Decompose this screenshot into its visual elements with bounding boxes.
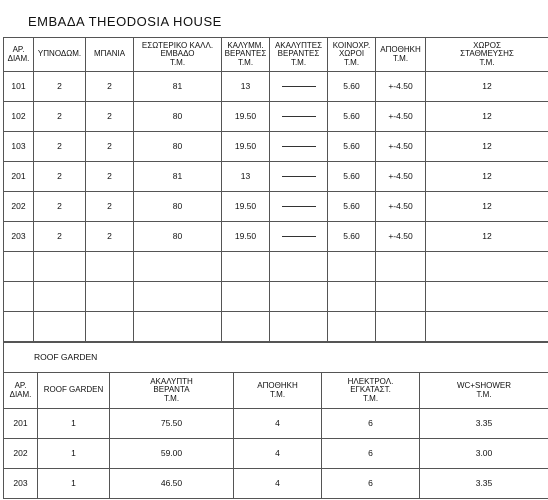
table-cell: 1 [38,439,110,469]
table-cell: 1 [38,409,110,439]
empty-row [4,252,548,282]
table-cell: 4 [234,409,322,439]
table-cell: 6 [322,439,420,469]
table-cell: 19.50 [222,192,270,222]
column-header: WC+SHOWER Τ.Μ. [420,373,548,409]
table-cell: 2 [34,162,86,192]
table-cell [270,162,328,192]
table-cell: 201 [4,162,34,192]
table-cell: 2 [86,222,134,252]
table-cell: 2 [86,192,134,222]
table-cell [4,312,34,342]
table-cell: 2 [86,72,134,102]
table-cell: 2 [34,192,86,222]
table-cell: 5.60 [328,192,376,222]
table-cell: 2 [34,132,86,162]
dash-line [282,116,316,117]
table-cell: 81 [134,72,222,102]
table-cell [426,312,548,342]
table-cell [328,252,376,282]
table-cell [222,252,270,282]
table-cell: 203 [4,222,34,252]
table-row [4,132,548,162]
table-cell: 102 [4,102,34,132]
empty-row [4,282,548,312]
table-cell [86,312,134,342]
table-row [4,192,548,222]
table-cell [376,282,426,312]
table-cell: 3.35 [420,409,548,439]
table-cell: 3.35 [420,469,548,499]
column-header: ΚΑΛΥΜΜ. ΒΕΡΑΝΤΕΣ Τ.Μ. [222,38,270,72]
table-cell: 103 [4,132,34,162]
table-cell: 4 [234,439,322,469]
table-cell: +-4.50 [376,222,426,252]
page-title: ΕΜΒΑΔΑ THEODOSIA HOUSE [28,14,222,29]
table-cell [34,252,86,282]
table-cell [328,312,376,342]
table-cell: 2 [86,102,134,132]
table-cell [34,282,86,312]
table-cell: 13 [222,162,270,192]
table-cell [4,282,34,312]
table-cell: 2 [86,132,134,162]
table-cell [270,312,328,342]
dash-line [282,206,316,207]
table-cell [222,282,270,312]
table-cell: +-4.50 [376,132,426,162]
column-header: ΑΚΑΛΥΠΤΕΣ ΒΕΡΑΝΤΕΣ Τ.Μ. [270,38,328,72]
table-cell [426,252,548,282]
table-cell: 19.50 [222,132,270,162]
table-cell: 80 [134,222,222,252]
empty-row [4,312,548,342]
column-header: ΑΠΟΘΗΚΗ Τ.Μ. [234,373,322,409]
column-header: ΗΛΕΚΤΡΟΛ. ΕΓΚΑΤΑΣΤ. Τ.Μ. [322,373,420,409]
table-cell: 12 [426,222,548,252]
table-cell: +-4.50 [376,162,426,192]
dash-line [282,176,316,177]
column-header: ΑΠΟΘΗΚΗ Τ.Μ. [376,38,426,72]
table-cell: 2 [34,222,86,252]
column-header: ΜΠΑΝΙΑ [86,38,134,72]
dash-line [282,236,316,237]
table-cell [270,282,328,312]
area-table [3,37,548,342]
table-cell [270,72,328,102]
table-cell [134,252,222,282]
table-cell: 2 [34,72,86,102]
table-cell: 5.60 [328,162,376,192]
table-cell: 80 [134,132,222,162]
table-cell: 81 [134,162,222,192]
table-cell [222,312,270,342]
dash-line [282,146,316,147]
table-cell: 13 [222,72,270,102]
table-cell: 12 [426,102,548,132]
table-row [4,72,548,102]
table-row [4,222,548,252]
table-cell: +-4.50 [376,102,426,132]
roof-garden-title: ROOF GARDEN [34,352,98,362]
column-header: ROOF GARDEN [38,373,110,409]
table-cell: 5.60 [328,222,376,252]
column-header: ΑΡ. ΔΙΑΜ. [4,373,38,409]
table-cell [270,132,328,162]
table-cell: 3.00 [420,439,548,469]
table-cell: 1 [38,469,110,499]
table-cell [270,192,328,222]
table-cell [328,282,376,312]
table-cell: 201 [4,409,38,439]
table-cell: +-4.50 [376,192,426,222]
table-cell [376,312,426,342]
table-cell: 2 [86,162,134,192]
table-cell [270,222,328,252]
table-cell: 12 [426,192,548,222]
table-cell: 6 [322,469,420,499]
table-row [4,162,548,192]
table-cell [86,282,134,312]
roof-garden-section [3,342,548,373]
table-cell [426,282,548,312]
table-cell: 101 [4,72,34,102]
column-header: ΑΚΑΛΥΠΤΗ ΒΕΡΑΝΤΑ Τ.Μ. [110,373,234,409]
table-cell: 12 [426,162,548,192]
table-cell [86,252,134,282]
table-row [4,469,548,499]
table-cell: 2 [34,102,86,132]
table-cell: 202 [4,192,34,222]
table-cell: 75.50 [110,409,234,439]
table-cell: 5.60 [328,72,376,102]
table-cell: +-4.50 [376,72,426,102]
table-cell: 19.50 [222,102,270,132]
table-cell: 4 [234,469,322,499]
column-header: ΚΟΙΝΟΧΡ. ΧΩΡΟΙ Τ.Μ. [328,38,376,72]
table-cell: 6 [322,409,420,439]
column-header: ΕΣΩΤΕΡΙΚΟ ΚΑΛΛ. ΕΜΒΑΔΟ Τ.Μ. [134,38,222,72]
table-cell [4,252,34,282]
table-cell: 12 [426,72,548,102]
table-cell [34,312,86,342]
column-header: ΑΡ. ΔΙΑΜ. [4,38,34,72]
table-cell [270,102,328,132]
dash-line [282,86,316,87]
table-cell: 19.50 [222,222,270,252]
roof-garden-table [3,372,548,499]
table-cell: 203 [4,469,38,499]
table-row [4,102,548,132]
column-header: ΥΠΝΟΔΩΜ. [34,38,86,72]
table-cell: 59.00 [110,439,234,469]
table-cell [134,312,222,342]
table-cell: 5.60 [328,102,376,132]
table-cell: 46.50 [110,469,234,499]
table-row [4,439,548,469]
table-cell [376,252,426,282]
table-row [4,409,548,439]
table-cell: 5.60 [328,132,376,162]
table-cell: 80 [134,192,222,222]
table-cell: 202 [4,439,38,469]
table-cell [134,282,222,312]
table-cell: 80 [134,102,222,132]
table-cell [270,252,328,282]
column-header: ΧΩΡΟΣ ΣΤΑΘΜΕΥΣΗΣ Τ.Μ. [426,38,548,72]
table-cell: 12 [426,132,548,162]
